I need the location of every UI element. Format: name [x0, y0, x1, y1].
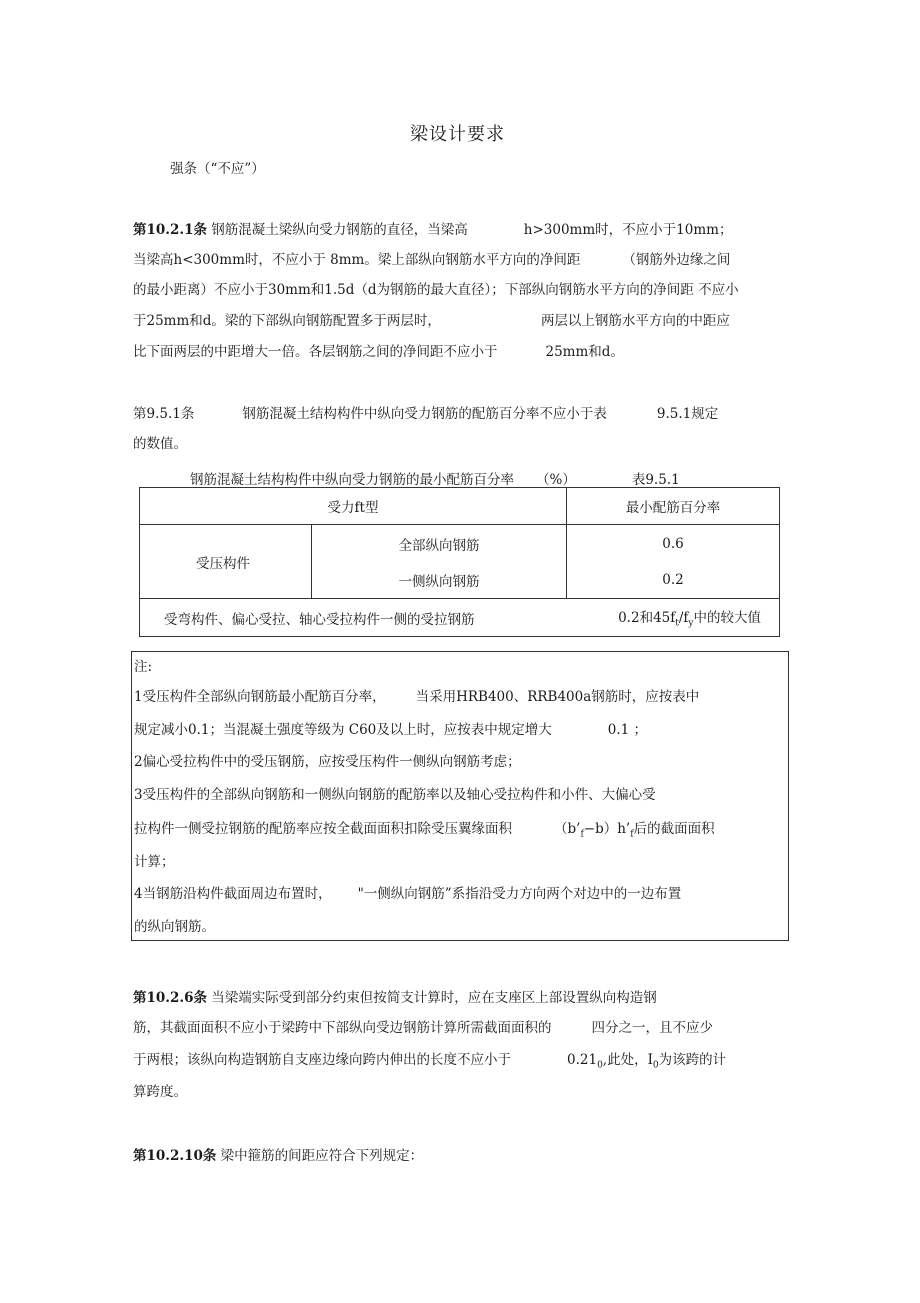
- clause-text: 的最小距离）不应小于30mm和1.5d（d为钢筋的最大直径）；下部纵向钢筋水平方向的净间距 不应小: [133, 282, 739, 298]
- clause-number: 第10.2.1条: [133, 222, 207, 238]
- table-caption: [190, 468, 680, 488]
- value-text: 中的较大值: [693, 610, 762, 627]
- caption-text: 钢筋混凝土结构构件中纵向受力钢筋的最小配筋百分率: [190, 472, 514, 488]
- subscript: f: [630, 829, 634, 840]
- value-text: /f: [678, 610, 689, 627]
- clause-text: 的数值。: [133, 436, 187, 452]
- clause-text: （钢筋外边缘之间: [622, 252, 731, 268]
- subscript: 0: [597, 1060, 603, 1071]
- note-line: [134, 685, 699, 705]
- subtitle: 强条（“不应”）: [170, 161, 265, 177]
- note-text: 4当钢筋沿构件截面周边布置时，: [134, 886, 332, 902]
- clause-text: 梁中箍筋的间距应符合下列规定：: [220, 1148, 424, 1164]
- note-line: [134, 817, 715, 840]
- note-text: 当采用HRB400、RRB400a钢筋时，应按表中: [415, 689, 700, 705]
- subscript: 0: [652, 1060, 659, 1071]
- note-line: 2偏心受拉构件中的受压钢筋，应按受压构件一侧纵向钢筋考虑；: [134, 754, 521, 770]
- clause-text: 两层以上钢筋水平方向的中距应: [540, 313, 730, 329]
- table-cell: 全部纵向钢筋: [312, 525, 567, 563]
- table-cell: [567, 599, 780, 637]
- note-line: [134, 718, 647, 738]
- group-cell: 受压构件: [140, 525, 312, 599]
- table-label: 表9.5.1: [631, 472, 680, 488]
- notes-heading: 注:: [134, 659, 153, 675]
- clause-text: 当梁端实际受到部分约束但按简支计算时，应在支座区上部设置纵向构造钢: [211, 990, 657, 1006]
- note-line: [134, 882, 681, 902]
- clause-text: 四分之一，且不应少: [591, 1020, 713, 1036]
- table-cell: 受弯构件、偏心受拉、轴心受拉构件一侧的受拉钢筋: [140, 599, 567, 637]
- clause-number: 第10.2.6条: [133, 990, 207, 1006]
- clause-number: 第9.5.1条: [133, 406, 195, 422]
- reinforcement-ratio-table: [139, 487, 780, 637]
- clause-text: 为该跨的计: [658, 1052, 727, 1068]
- notes-box: [131, 651, 789, 941]
- clause-text: 当梁高h<300mm时，不应小于 8mm。梁上部纵向钢筋水平方向的净间距: [133, 252, 581, 268]
- subscript: y: [688, 618, 694, 629]
- note-text: 后的截面面积: [633, 821, 715, 837]
- header-cell: 最小配筋百分率: [567, 488, 780, 525]
- caption-unit: （%）: [536, 472, 576, 488]
- clause-text: h>300mm时，不应小于10mm；: [523, 222, 733, 238]
- table-cell: 0.2: [567, 563, 780, 599]
- table-row: [140, 525, 780, 563]
- clause-text: ,此处，I: [602, 1052, 653, 1068]
- table-row: [140, 599, 780, 637]
- note-text: 0.1 ；: [607, 722, 648, 738]
- note-line: 的纵向钢筋。: [134, 919, 215, 935]
- clause-text: 钢筋混凝土梁纵向受力钢筋的直径，当梁高: [211, 222, 468, 238]
- clause-text: 0.21: [567, 1052, 598, 1068]
- subscript: f: [580, 829, 584, 840]
- table-header-row: [140, 488, 780, 525]
- clause-text: 比下面两层的中距增大一倍。各层钢筋之间的净间距不应小于: [133, 344, 498, 360]
- value-text: 0.2和45f: [618, 610, 676, 627]
- clause-text: 算跨度。: [133, 1084, 187, 1100]
- clause-text: 钢筋混凝土结构构件中纵向受力钢筋的配筋百分率不应小于表: [242, 406, 607, 422]
- clause-text: 于25mm和d。梁的下部纵向钢筋配置多于两层时，: [133, 313, 441, 329]
- clause-text: 于两根；该纵向构造钢筋自支座边缘向跨内伸出的长度不应小于: [133, 1052, 511, 1068]
- subscript: t: [675, 618, 679, 629]
- note-text: "一侧纵向钢筋”系指沿受力方向两个对边中的一边布置: [357, 886, 682, 902]
- table-cell: 一侧纵向钢筋: [312, 563, 567, 599]
- clause-text: 筋，其截面面积不应小于梁跨中下部纵向受边钢筋计算所需截面面积的: [133, 1020, 552, 1036]
- clause-number: 第10.2.10条: [133, 1148, 217, 1164]
- table-cell: 0.6: [567, 525, 780, 563]
- note-text: 规定减小0.1；当混凝土强度等级为 C60及以上时，应按表中规定增大: [134, 722, 552, 738]
- note-text: 拉构件一侧受拉钢筋的配筋率应按全截面面积扣除受压翼缘面积: [134, 821, 512, 837]
- note-text: 1受压构件全部纵向钢筋最小配筋百分率，: [134, 689, 386, 705]
- clause-text: 9.5.1规定: [656, 406, 719, 422]
- note-line: 3受压构件的全部纵向钢筋和一侧纵向钢筋的配筋率以及轴心受拉构件和小件、大偏心受: [134, 787, 656, 803]
- header-cell: 受力ft型: [140, 488, 567, 525]
- note-line: 计算；: [134, 854, 175, 870]
- note-text: （b’: [554, 821, 581, 837]
- note-text: −b）h’: [583, 821, 631, 837]
- page-title: 梁设计要求: [410, 124, 505, 145]
- clause-text: 25mm和d。: [545, 344, 624, 360]
